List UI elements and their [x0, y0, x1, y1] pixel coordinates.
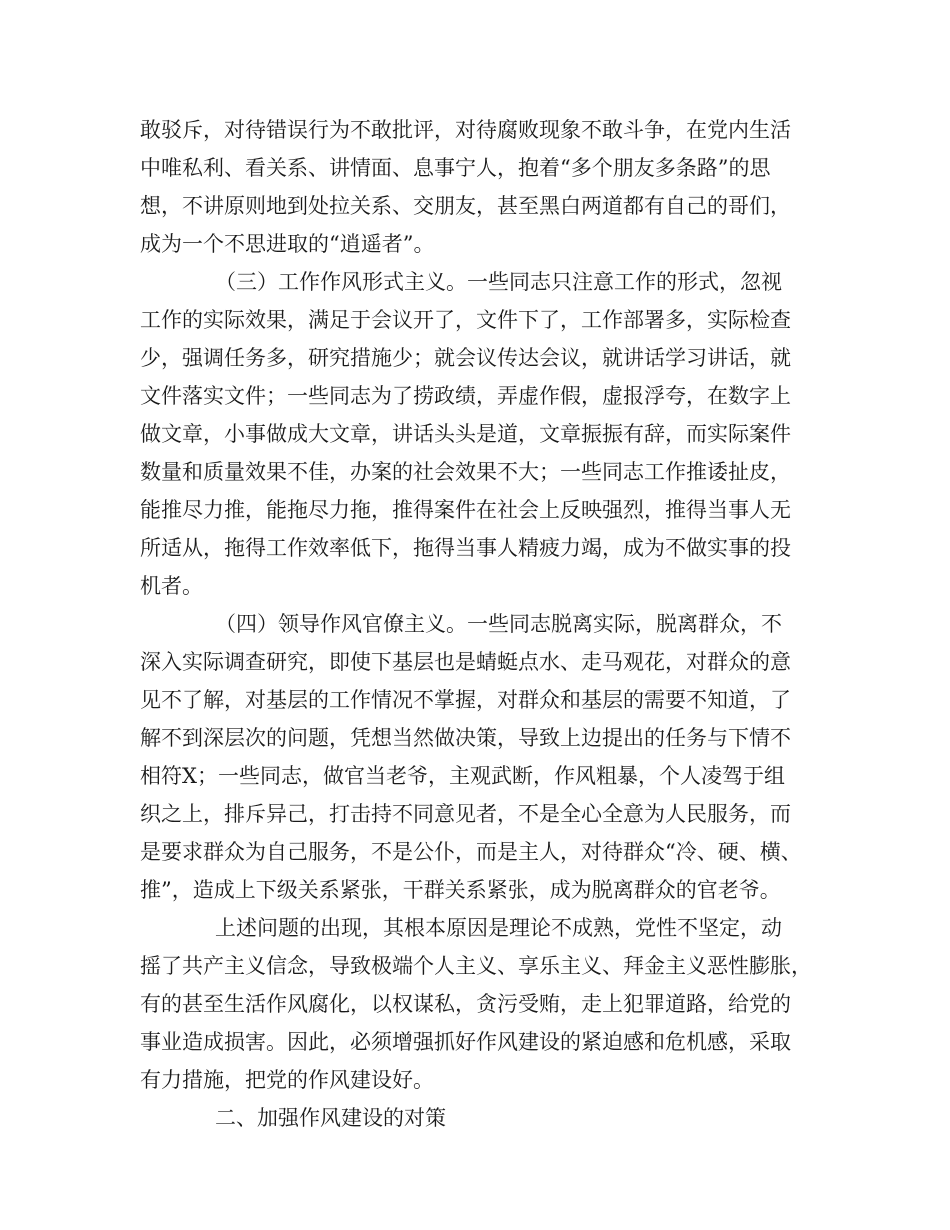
- text-line: 深入实际调查研究，即使下基层也是蜻蜓点水、走马观花，对群众的意: [140, 650, 791, 674]
- text-line: 所适从，拖得工作效率低下，拖得当事人精疲力竭，成为不做实事的投: [140, 536, 791, 560]
- section-heading-2: 二、加强作风建设的对策: [215, 1106, 446, 1130]
- text-line: 成为一个不思进取的“逍遥者”。: [140, 232, 435, 256]
- text-line: 工作的实际效果，满足于会议开了，文件下了，工作部署多，实际检查: [140, 308, 791, 332]
- text-line: 摇了共产主义信念，导致极端个人主义、享乐主义、拜金主义恶性膨胀，: [140, 954, 812, 978]
- text-line: 少，强调任务多，研究措施少；就会议传达会议，就讲话学习讲话，就: [140, 346, 791, 370]
- text-line: 事业造成损害。因此，必须增强抓好作风建设的紧迫感和危机感，采取: [140, 1030, 791, 1054]
- section-heading-3: （三）工作作风形式主义。一些同志只注意工作的形式，忽视: [215, 270, 782, 294]
- text-line: 敢驳斥，对待错误行为不敢批评，对待腐败现象不敢斗争，在党内生活: [140, 118, 791, 142]
- text-line: 见不了解，对基层的工作情况不掌握，对群众和基层的需要不知道，了: [140, 688, 791, 712]
- text-line: 能推尽力推，能拖尽力拖，推得案件在社会上反映强烈，推得当事人无: [140, 498, 791, 522]
- text-line: 数量和质量效果不佳，办案的社会效果不大；一些同志工作推诿扯皮，: [140, 460, 791, 484]
- text-line: 文件落实文件；一些同志为了捞政绩，弄虚作假，虚报浮夸，在数字上: [140, 384, 791, 408]
- text-line: 有的甚至生活作风腐化，以权谋私，贪污受贿，走上犯罪道路，给党的: [140, 992, 791, 1016]
- text-line: 织之上，排斥异己，打击持不同意见者，不是全心全意为人民服务，而: [140, 802, 791, 826]
- text-line: 推”，造成上下级关系紧张，干群关系紧张，成为脱离群众的官老爷。: [140, 878, 781, 902]
- paragraph-start: 上述问题的出现，其根本原因是理论不成熟，党性不坚定，动: [215, 916, 782, 940]
- text-line: 有力措施，把党的作风建设好。: [140, 1068, 434, 1092]
- section-heading-4: （四）领导作风官僚主义。一些同志脱离实际，脱离群众，不: [215, 612, 782, 636]
- text-line: 解不到深层次的问题，凭想当然做决策，导致上边提出的任务与下情不: [140, 726, 791, 750]
- text-line: 想，不讲原则地到处拉关系、交朋友，甚至黑白两道都有自己的哥们，: [140, 194, 791, 218]
- text-line: 中唯私利、看关系、讲情面、息事宁人，抱着“多个朋友多条路”的思: [140, 156, 771, 180]
- text-line: 做文章，小事做成大文章，讲话头头是道，文章振振有辞，而实际案件: [140, 422, 791, 446]
- text-line: 机者。: [140, 574, 203, 598]
- text-line: 相符X；一些同志，做官当老爷，主观武断，作风粗暴，个人凌驾于组: [140, 764, 785, 788]
- text-line: 是要求群众为自己服务，不是公仆，而是主人，对待群众“冷、硬、横、: [140, 840, 802, 864]
